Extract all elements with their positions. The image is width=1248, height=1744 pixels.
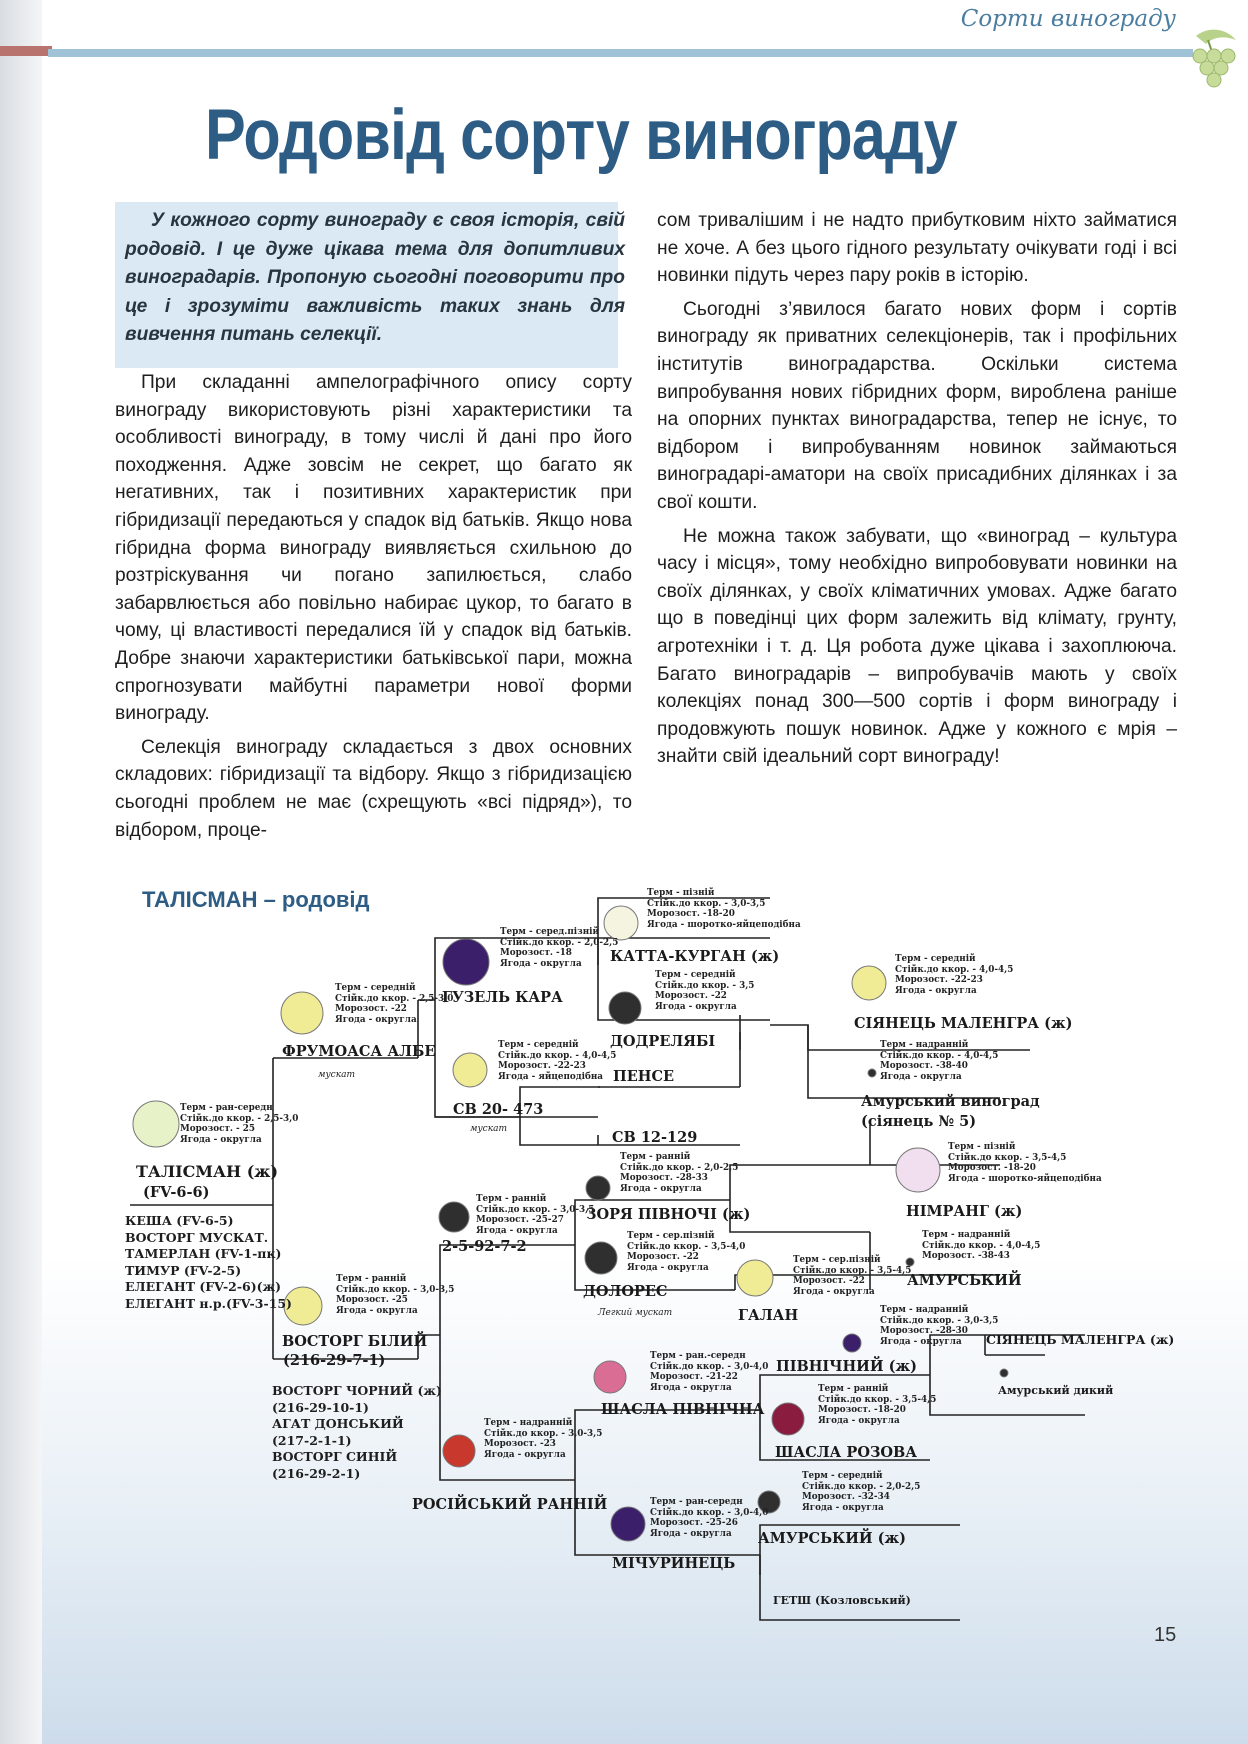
attribute-line: Ягода - округла (476, 1225, 558, 1236)
attribute-line: Стійк.до ккор. - 2,0-2,5 (802, 1481, 921, 1492)
berry-shaslar (772, 1403, 804, 1435)
attribute-line: Стійк.до ккор. - 2,0-2,5 (500, 937, 619, 948)
variety-dodrel: ДОДРЕЛЯБІ (610, 1033, 716, 1050)
synonyms-list (125, 1213, 292, 1312)
variety-galan: ГАЛАН (738, 1307, 799, 1324)
article-paragraph: сом тривалішим і не надто прибутковим ніхто займатися не хоче. А без цього гідного результату очікувати годі і всі новинки підуть через пару років в історію. (657, 210, 1177, 287)
attribute-line: Ягода - округла (180, 1134, 262, 1145)
attribute-line: Морозост. -22 (627, 1252, 699, 1263)
variety-vostorgb: ВОСТОРГ БІЛИЙ (282, 1333, 428, 1350)
attribute-line: Терм - середній (895, 954, 976, 964)
attribute-line: Стійк.до ккор. - 3,5-4,5 (948, 1152, 1067, 1163)
synonym-item: ВОСТОРГ МУСКАТ. (125, 1229, 269, 1245)
attribute-line: Терм - середній (335, 983, 416, 993)
attribute-line: Терм - ранній (336, 1274, 407, 1284)
attribute-line: Стійк.до ккор. - 4,0-4,5 (895, 964, 1014, 975)
attrs-dolores (627, 1231, 745, 1273)
article-paragraph: Не можна також забувати, що «виноград – культура часу і місця», тому необхідно випробовувати новинки на своїх ділянках, у своїх кліматичних умовах. Адже багато що в поведінці цих форм залежить від клімату, грунту, агротехніки і т. д. Ця робота дуже цікава і захоплююча. Багато виноградарів – випробувачів мають у своїх колекціях понад 300—500 сортів і форм винограду і продовжують пошук новинок. Адже у кожного є мрія – знайти свій ідеальний сорт винограду! (657, 525, 1177, 768)
variety-dolores: ДОЛОРЕС (583, 1283, 668, 1300)
attrs-frumoasa (335, 983, 453, 1025)
synonym-item: ВОСТОРГ ЧОРНИЙ (ж) (272, 1383, 442, 1398)
attribute-line: Терм - ранній (620, 1152, 691, 1162)
attribute-line: Терм - пізній (948, 1142, 1016, 1152)
attribute-line: Ягода - округла (895, 985, 977, 996)
attribute-line: Морозост. -18 (500, 948, 572, 959)
attribute-line: Морозост. -28-30 (880, 1326, 968, 1337)
attrs-nimrang (948, 1142, 1102, 1184)
attribute-line: Морозост. - 25 (180, 1124, 255, 1135)
attribute-line: Терм - серед.пізній (500, 927, 600, 937)
variety-zorya: ЗОРЯ ПІВНОЧІ (ж) (586, 1206, 751, 1223)
attrs-talisman (180, 1103, 298, 1145)
attribute-line: Морозост. -21-22 (650, 1372, 738, 1383)
synonym-item: (216-29-10-1) (272, 1399, 369, 1415)
variety-siyanets-2: СІЯНЕЦЬ МАЛЕНГРА (ж) (986, 1332, 1175, 1347)
attrs-shaslar (818, 1384, 936, 1426)
pedigree-title: ТАЛІСМАН – родовід (142, 887, 370, 912)
berry-shaslap (594, 1361, 626, 1393)
berry-guzal (443, 939, 489, 985)
berry-nimrang (896, 1148, 940, 1192)
attribute-line: Морозост. -25-26 (650, 1518, 738, 1529)
attribute-line: Терм - ранній (818, 1384, 889, 1394)
attribute-line: Ягода - округла (650, 1382, 732, 1393)
synonym-item: (217-2-1-1) (272, 1432, 352, 1448)
attribute-line: Ягода - округла (627, 1262, 709, 1273)
synonym-item: ТИМУР (FV-2-5) (125, 1262, 242, 1278)
attribute-line: Стійк.до ккор. - 3,5-4,0 (627, 1241, 746, 1252)
attribute-line: Ягода - округла (650, 1528, 732, 1539)
attribute-line: Морозост. -22 (335, 1004, 407, 1015)
variety-sv12: СВ 12-129 (612, 1129, 698, 1146)
attribute-line: Стійк.до ккор. - 4,0-4,5 (498, 1050, 617, 1061)
attrs-katta (647, 888, 801, 930)
attribute-line: Стійк.до ккор. - 3,5-4,5 (818, 1394, 937, 1405)
attribute-line: Стійк.до ккор. - 2,5-3,0 (335, 993, 454, 1004)
attribute-line: Ягода - округла (500, 958, 582, 969)
attribute-line: Ягода - округла (793, 1286, 875, 1297)
article-paragraph: При складанні ампелографічного опису сорту винограду використовують різні характеристики та особливості винограду, в тому числі й дані про його походження. Адже зовсім не секрет, що багато як негативних, так і позитивних характеристик при гібридизації передаються у спадок від батьків. Якщо нова гібридна форма винограду виявляється схильною до розтріскування чи погано запилюється, слабо забарвлюється або повільно набирає цукор, то багато в чому, ці властивості передалися їй у спадок від батьків. Добре знаючи характеристики батьківської пари, можна спрогнозувати майбутні параметри нової форми винограду. (115, 372, 632, 725)
attrs-pivnichnyi (880, 1305, 998, 1347)
attribute-line: Морозост. -38-40 (880, 1061, 968, 1072)
attribute-line: Морозост. -28-33 (620, 1173, 708, 1184)
variety-shaslap: ШАСЛА ПІВНІЧНА (601, 1401, 765, 1418)
attrs-russian (484, 1418, 602, 1460)
attrs-c25 (476, 1194, 594, 1236)
attribute-line: Терм - надранній (880, 1305, 969, 1315)
variety-vostorgb-code: (216-29-7-1) (283, 1352, 386, 1369)
variety-katta: КАТТА-КУРГАН (ж) (610, 948, 780, 965)
synonym-item: ТАМЕРЛАН (FV-1-пк) (125, 1246, 282, 1261)
synonym-item: ВОСТОРГ СИНІЙ (272, 1449, 398, 1464)
variety-pense: ПЕНСЕ (613, 1068, 675, 1085)
variety-amurzh: АМУРСЬКИЙ (ж) (758, 1530, 907, 1547)
attribute-line: Ягода - округла (818, 1415, 900, 1426)
attribute-line: Терм - пізній (647, 888, 715, 898)
variety-talisman: ТАЛІСМАН (ж) (136, 1162, 279, 1181)
variety-frumoasa: ФРУМОАСА АЛБЕ (282, 1043, 436, 1060)
attribute-line: Морозост. -23 (484, 1439, 556, 1450)
berry-talisman (133, 1101, 179, 1147)
attribute-line: Терм - надранній (922, 1230, 1011, 1240)
variety-shaslar: ШАСЛА РОЗОВА (775, 1444, 918, 1461)
berry-amurgrape (868, 1069, 876, 1077)
attribute-line: Стійк.до ккор. - 3,5 (655, 980, 755, 991)
attribute-line: Морозост. -25-27 (476, 1215, 564, 1226)
berry-pivnichnyi (843, 1334, 861, 1352)
attrs-shaslap (650, 1351, 768, 1393)
synonym-item: (216-29-2-1) (272, 1465, 361, 1481)
attribute-line: Терм - середній (655, 970, 736, 980)
attribute-line: Терм - ран-середн (650, 1497, 743, 1507)
attribute-line: Морозост. -18-20 (948, 1163, 1036, 1174)
page-number: 15 (1154, 1624, 1177, 1646)
attribute-line: Ягода - округла (655, 1001, 737, 1012)
attribute-line: Стійк.до ккор. - 3,5-4,5 (793, 1265, 912, 1276)
attribute-line: Терм - сер.пізній (627, 1231, 715, 1241)
variety-c25: 2-5-92-7-2 (442, 1238, 527, 1255)
attribute-line: Ягода - округла (880, 1336, 962, 1347)
attribute-line: Терм - середній (802, 1471, 883, 1481)
berry-siyanets (852, 966, 886, 1000)
variety-guzal: ГУЗЕЛЬ КАРА (442, 989, 563, 1006)
attribute-line: Морозост. -22 (793, 1276, 865, 1287)
article-paragraph: Сьогодні з’явилося багато нових форм і сортів винограду як приватних селекціонерів, так і профільних інститутів виноградарства. Оскільки система випробування нових гібридних форм, вироблена раніше на опорних пунктах виноградарства, тепер не існує, то відбором і випробуванням новинок займаються виноградарі-аматори на своїх присадибних ділянках і за свої кошти. (657, 298, 1177, 513)
attrs-siyanets (895, 954, 1013, 996)
attribute-line: Стійк.до ккор. - 3,0-4,0 (650, 1507, 769, 1518)
attribute-line: Морозост. -25 (336, 1295, 408, 1306)
attribute-line: Терм - надранній (484, 1418, 573, 1428)
attribute-line: Терм - ран.-середн (650, 1351, 746, 1361)
variety-siyanets: СІЯНЕЦЬ МАЛЕНГРА (ж) (854, 1015, 1073, 1032)
section-title: Сорти винограду (960, 6, 1176, 32)
attribute-line: Ягода - округла (336, 1305, 418, 1316)
attribute-line: Стійк.до ккор. - 2,0-2,5 (620, 1162, 739, 1173)
intro-text: У кожного сорту винограду є своя історія, свій родовід. І це дуже цікава тема для допитливих виноградарів. Пропоную сьогодні поговорити про це і зрозуміти важливість таких знань для вивчення питань селекції. (125, 210, 625, 345)
variety-amurgrape: Амурський виноград (861, 1093, 1040, 1110)
attribute-line: Ягода - шоротко-яйцеподібна (948, 1173, 1102, 1184)
attrs-zorya (620, 1152, 738, 1194)
attribute-line: Терм - середній (498, 1040, 579, 1050)
attribute-line: Морозост. -22-23 (895, 975, 983, 986)
attribute-line: Ягода - округла (802, 1502, 884, 1513)
variety-amurgrape-2: (сіянець № 5) (861, 1113, 977, 1130)
synonyms-list-2 (272, 1383, 442, 1482)
attribute-line: Терм - сер.пізній (793, 1255, 881, 1265)
berry-frumoasa (281, 992, 323, 1034)
attrs-amurzh (802, 1471, 920, 1513)
attribute-line: Стійк.до ккор. - 3,0-3,5 (484, 1428, 603, 1439)
attribute-line: Морозост. -32-34 (802, 1492, 890, 1503)
berry-russian (443, 1435, 475, 1467)
attribute-line: Морозост. -22 (655, 991, 727, 1002)
attribute-line: Ягода - округла (335, 1014, 417, 1025)
attrs-dodrel (655, 970, 754, 1012)
attribute-line: Морозост. -22-23 (498, 1061, 586, 1072)
berry-michurinets (611, 1507, 645, 1541)
attribute-line: Стійк.до ккор. - 3,0-3,5 (476, 1204, 595, 1215)
attribute-line: Ягода - шоротко-яйцеподібна (647, 919, 801, 930)
attribute-line: Стійк.до ккор. - 3,0-3,5 (336, 1284, 455, 1295)
attrs-amurskyi (922, 1230, 1040, 1262)
variety-pivnichnyi: ПІВНІЧНИЙ (ж) (776, 1358, 917, 1375)
attribute-line: Стійк.до ккор. - 2,5-3,0 (180, 1113, 299, 1124)
attribute-line: Стійк.до ккор. - 3,0-3,5 (647, 898, 766, 909)
attribute-line: Ягода - яйцеподібна (498, 1071, 603, 1082)
variety-sv20-sub: мускат (470, 1124, 507, 1134)
berry-c25 (439, 1202, 469, 1232)
article-paragraph: Селекція винограду складається з двох основних складових: гібридизації та відбору. Якщо з гібридизацією сьогодні проблем не має (схрещують «всі підряд»), то відбором, проце- (115, 736, 632, 841)
variety-nimrang: НІМРАНГ (ж) (906, 1203, 1023, 1220)
berry-sv20 (453, 1053, 487, 1087)
attribute-line: Морозост. -38-43 (922, 1251, 1010, 1262)
attrs-amurgrape (880, 1040, 998, 1082)
synonym-item: КЕША (FV-6-5) (125, 1213, 234, 1228)
attribute-line: Терм - ранній (476, 1194, 547, 1204)
variety-sv20: СВ 20- 473 (453, 1101, 544, 1118)
variety-amurwild: Амурський дикий (998, 1384, 1114, 1397)
attrs-vostorgb (336, 1274, 454, 1316)
attrs-guzal (500, 927, 618, 969)
variety-russian: РОСІЙСЬКИЙ РАННІЙ (412, 1496, 608, 1513)
berry-dolores (585, 1242, 617, 1274)
attrs-sv20 (498, 1040, 616, 1082)
attribute-line: Терм - ран-середн (180, 1103, 273, 1113)
attribute-line: Морозост. -18-20 (818, 1405, 906, 1416)
attribute-line: Морозост. -18-20 (647, 909, 735, 920)
attrs-michurinets (650, 1497, 768, 1539)
attribute-line: Терм - надранній (880, 1040, 969, 1050)
synonym-item: ЕЛЕГАНТ (FV-2-6)(ж) (125, 1279, 282, 1294)
attribute-line: Стійк.до ккор. - 3,0-3,5 (880, 1315, 999, 1326)
berry-dodrel (609, 992, 641, 1024)
variety-dolores-sub: Легкий мускат (598, 1308, 673, 1318)
attribute-line: Стійк.до ккор. - 4,0-4,5 (922, 1240, 1041, 1251)
variety-michurinets: МІЧУРИНЕЦЬ (612, 1555, 736, 1572)
attribute-line: Стійк.до ккор. - 3,0-4,0 (650, 1361, 769, 1372)
attrs-galan (793, 1255, 911, 1297)
attribute-line: Ягода - округла (880, 1071, 962, 1082)
variety-amurskyi: АМУРСЬКИЙ (907, 1272, 1022, 1289)
synonym-item: АГАТ ДОНСЬКИЙ (272, 1416, 404, 1431)
synonym-item: ЕЛЕГАНТ н.р.(FV-3-15) (125, 1295, 292, 1311)
variety-frumoasa-sub: мускат (318, 1070, 355, 1080)
attribute-line: Ягода - округла (484, 1449, 566, 1460)
berry-amurwild (1000, 1369, 1008, 1377)
attribute-line: Стійк.до ккор. - 4,0-4,5 (880, 1050, 999, 1061)
variety-getsh: ГЕТШ (Козловський) (773, 1594, 911, 1607)
page-title: Родовід сорту винограду (205, 96, 957, 175)
variety-talisman-code: (FV-6-6) (143, 1184, 210, 1201)
attribute-line: Ягода - округла (620, 1183, 702, 1194)
